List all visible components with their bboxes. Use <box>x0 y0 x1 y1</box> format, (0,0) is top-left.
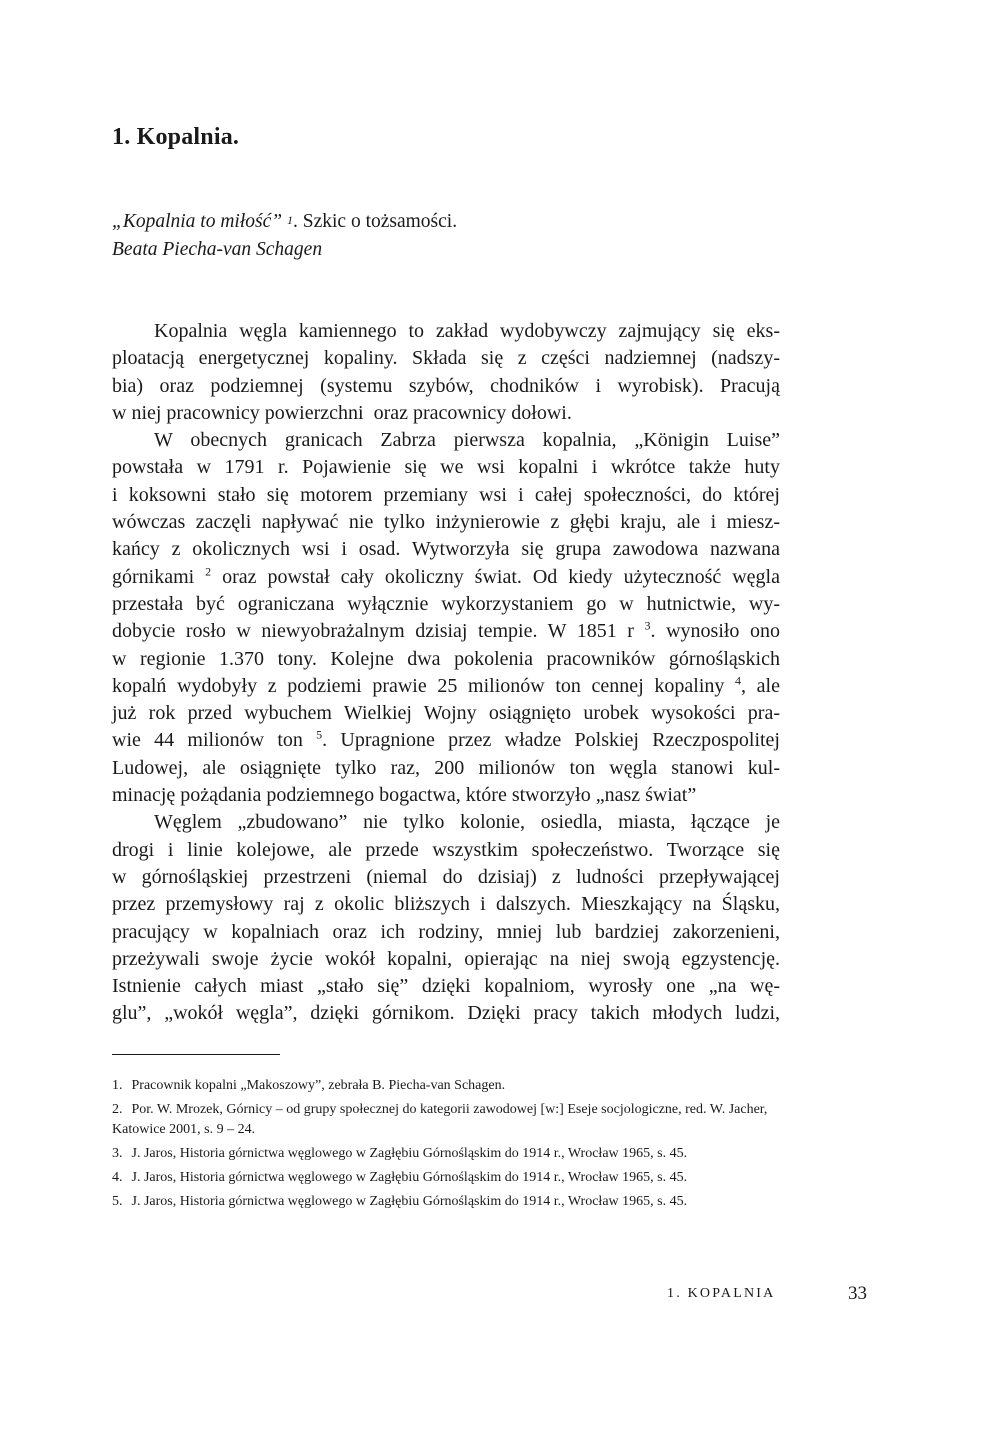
body-text-segment: dobycie rosło w niewyobrażalnym dzisiaj tempie. W 1851 r <box>112 620 645 643</box>
body-line: już rok przed wybuchem Wielkiej Wojny osiągnięto urobek wysokości pra- <box>112 702 780 725</box>
body-line: w górnośląskiej przestrzeni (niemal do dzisiaj) z ludności przepływającej <box>112 865 780 888</box>
footnote-reference: 5 <box>316 727 323 742</box>
page-number: 33 <box>848 1283 867 1304</box>
footnote-text: Por. W. Mrozek, Górnicy – od grupy społecznej do kategorii zawodowej [w:] Eseje socjologiczne, red. W. Jacher, Katowice 2001, s. 9 – 24. <box>112 1102 768 1137</box>
footnote-number: 1. <box>112 1078 123 1093</box>
body-line: powstała w 1791 r. Pojawienie się we wsi kopalni i wkrótce także huty <box>112 456 780 479</box>
body-line: Ludowej, ale osiągnięte tylko raz, 200 milionów ton węgla stanowi kul- <box>112 756 780 779</box>
body-line: pracujący w kopalniach oraz ich rodziny, mniej lub bardziej zakorzenieni, <box>112 920 780 943</box>
body-text-segment: . wynosiło ono <box>650 620 780 643</box>
body-line: Węglem „zbudowano” nie tylko kolonie, osiedla, miasta, łączące je <box>154 811 780 834</box>
body-line: ploatacją energetycznej kopaliny. Składa się z części nadziemnej (nadszy- <box>112 347 780 370</box>
footnote-reference: 4 <box>735 673 742 688</box>
body-text <box>112 318 780 1028</box>
body-line <box>112 618 780 645</box>
footnote <box>112 1144 780 1164</box>
body-line: Istnienie całych miast „stało się” dzięki kopalniom, wyrosły one „na wę- <box>112 975 780 998</box>
body-line: wówczas zaczęli napływać nie tylko inżynierowie z głębi kraju, ale i miesz- <box>112 511 780 534</box>
footnote-text: Pracownik kopalni „Makoszowy”, zebrała B. Piecha-van Schagen. <box>128 1078 506 1093</box>
body-line: drogi i linie kolejowe, ale przede wszystkim społeczeństwo. Tworzące się <box>112 838 780 861</box>
body-line: przestała być ograniczana wyłącznie wykorzystaniem go w hutnictwie, wy- <box>112 592 780 615</box>
footnote-text: J. Jaros, Historia górnictwa węglowego w Zagłębiu Górnośląskim do 1914 r., Wrocław 1965, s. 45. <box>128 1146 688 1161</box>
body-line: przez przemysłowy raj z okolic bliższych i dalszych. Mieszkający na Śląsku, <box>112 893 780 916</box>
section-subtitle <box>112 208 457 264</box>
footnote-number: 2. <box>112 1102 123 1117</box>
body-line: kańcy z okolicznych wsi i osad. Wytworzyła się grupa zawodowa nazwana <box>112 538 780 561</box>
body-line: W obecnych granicach Zabrza pierwsza kopalnia, „Königin Luise” <box>154 429 780 452</box>
footnote-separator <box>112 1054 280 1055</box>
subtitle-footnote-ref: 1 <box>287 213 293 227</box>
footnote-reference: 3 <box>644 618 651 633</box>
footnote-number: 3. <box>112 1146 123 1161</box>
footnote-number: 4. <box>112 1170 123 1185</box>
footnote <box>112 1168 780 1188</box>
footnote-text: J. Jaros, Historia górnictwa węglowego w Zagłębiu Górnośląskim do 1914 r., Wrocław 1965, s. 45. <box>128 1194 688 1209</box>
body-text-segment: wie 44 milionów ton <box>112 729 317 752</box>
body-text-segment: . Upragnione przez władze Polskiej Rzeczpospolitej <box>322 729 780 752</box>
body-line: i koksowni stało się motorem przemiany wsi i całej społeczności, do której <box>112 483 780 506</box>
body-line: Kopalnia węgla kamiennego to zakład wydobywczy zajmujący się eks- <box>154 320 780 342</box>
footnote <box>112 1076 780 1096</box>
footnote <box>112 1100 780 1140</box>
footnote-number: 5. <box>112 1194 123 1209</box>
body-text-segment: kopalń wydobyły z podziemi prawie 25 milionów ton cennej kopaliny <box>112 674 736 697</box>
footnote <box>112 1192 780 1212</box>
running-head: 1. KOPALNIA <box>667 1286 776 1301</box>
body-text-segment: , ale <box>741 674 780 697</box>
chapter-title: 1. Kopalnia. <box>112 124 240 150</box>
subtitle-rest: . Szkic o tożsamości. <box>293 211 458 232</box>
body-text-segment: górnikami <box>112 565 206 588</box>
footnote-text: J. Jaros, Historia górnictwa węglowego w Zagłębiu Górnośląskim do 1914 r., Wrocław 1965, s. 45. <box>128 1170 688 1185</box>
body-line: w niej pracownicy powierzchni oraz pracownicy dołowi. <box>112 401 572 424</box>
subtitle-quote: „Kopalnia to miłość” <box>112 211 287 232</box>
body-line <box>112 673 780 700</box>
body-line <box>112 564 780 591</box>
subtitle-author: Beata Piecha-van Schagen <box>112 239 323 260</box>
body-line <box>112 727 780 754</box>
body-line: bia) oraz podziemnej (systemu szybów, chodników i wyrobisk). Pracują <box>112 374 780 397</box>
body-line: w regionie 1.370 tony. Kolejne dwa pokolenia pracowników górnośląskich <box>112 647 780 670</box>
subtitle-line <box>112 208 457 236</box>
body-line: minację pożądania podziemnego bogactwa, które stworzyło „nasz świat” <box>112 784 697 807</box>
body-text-segment: oraz powstał cały okoliczny świat. Od kiedy użyteczność węgla <box>211 565 780 588</box>
footnote-reference: 2 <box>205 564 212 579</box>
body-line: przeżywali swoje życie wokół kopalni, opierając na niej swoją egzystencję. <box>112 947 780 970</box>
footnotes <box>112 1076 780 1216</box>
body-line: glu”, „wokół węgla”, dzięki górnikom. Dzięki pracy takich młodych ludzi, <box>112 1002 780 1025</box>
